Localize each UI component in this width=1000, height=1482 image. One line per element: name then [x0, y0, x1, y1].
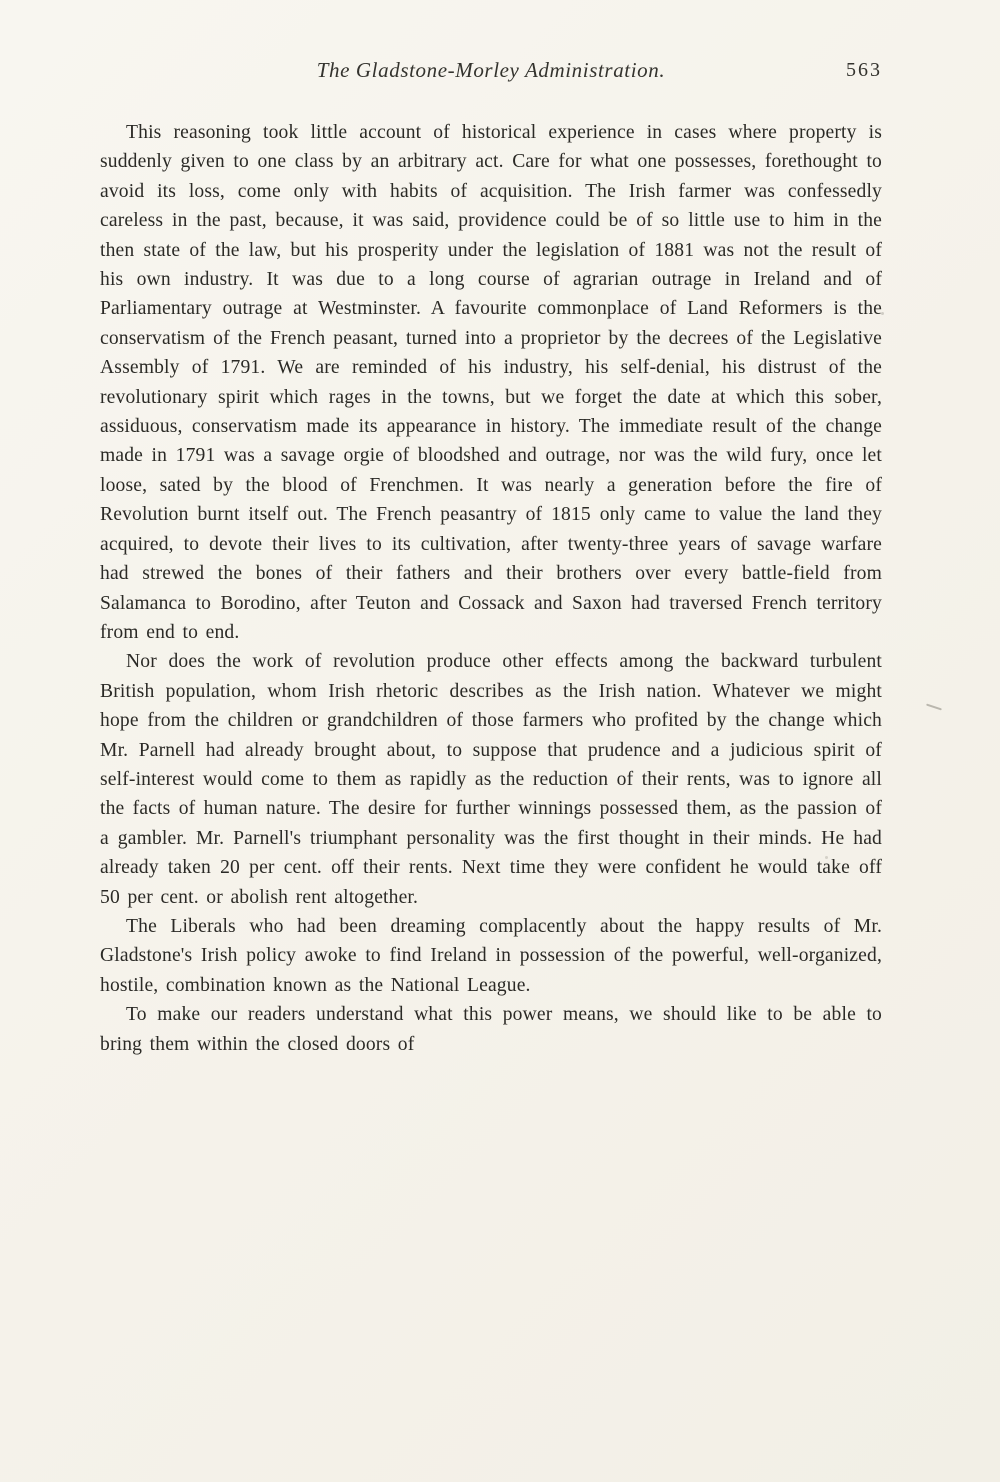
scan-artifact-mark	[926, 704, 942, 711]
body-text	[100, 118, 882, 1059]
paragraph: Nor does the work of revolution produce other effects among the backward turbulent British population, whom Irish rhetoric describes as the Irish nation. Whatever we might hope from the children or grandchildren of those farmers who profited by the change which Mr. Parnell had already brought about, to suppose that prudence and a judicious spirit of self-interest would come to them as rapidly as the reduction of their rents, was to ignore all the facts of human nature. The desire for further winnings possessed them, as the passion of a gambler. Mr. Parnell's triumphant personality was the first thought in their minds. He had already taken 20 per cent. off their rents. Next time they were confident he would take off 50 per cent. or abolish rent altogether.	[100, 651, 882, 908]
paragraph: To make our readers understand what this power means, we should like to be able to bring them within the closed doors of	[100, 1004, 882, 1055]
running-title: The Gladstone-Morley Administration.	[316, 58, 666, 82]
scan-artifact-speck	[881, 312, 884, 315]
paragraph: This reasoning took little account of historical experience in cases where property is suddenly given to one class by an arbitrary act. Care for what one possesses, forethought to avoid its loss, come only with habits of acquisition. The Irish farmer was confessedly careless in the past, because, it was said, providence could be of so little use to him in the then state of the law, but his prosperity under the legislation of 1881 was not the result of his own industry. It was due to a long course of agrarian outrage in Ireland and of Parliamentary outrage at Westminster. A favourite commonplace of Land Reformers is the conservatism of the French peasant, turned into a proprietor by the decrees of the Legislative Assembly of 1791. We are reminded of his industry, his self-denial, his distrust of the revolutionary spirit which rages in the towns, but we forget the date at which this sober, assiduous, conservatism made its appearance in history. The immediate result of the change made in 1791 was a savage orgie of bloodshed and outrage, nor was the wild fury, once let loose, sated by the blood of Frenchmen. It was nearly a generation before the fire of Revolution burnt itself out. The French peasantry of 1815 only came to value the land they acquired, to devote their lives to its cultivation, after twenty-three years of savage warfare had strewed the bones of their fathers and their brothers over every battle-field from Salamanca to Borodino, after Teuton and Cossack and Saxon had traversed French territory from end to end.	[100, 122, 882, 643]
page-number: 563	[846, 59, 882, 81]
scan-artifact-speck	[825, 856, 828, 859]
running-head	[100, 58, 882, 92]
paragraph: The Liberals who had been dreaming complacently about the happy results of Mr. Gladstone's Irish policy awoke to find Ireland in possession of the powerful, well-organized, hostile, combination known as the National League.	[100, 915, 882, 996]
